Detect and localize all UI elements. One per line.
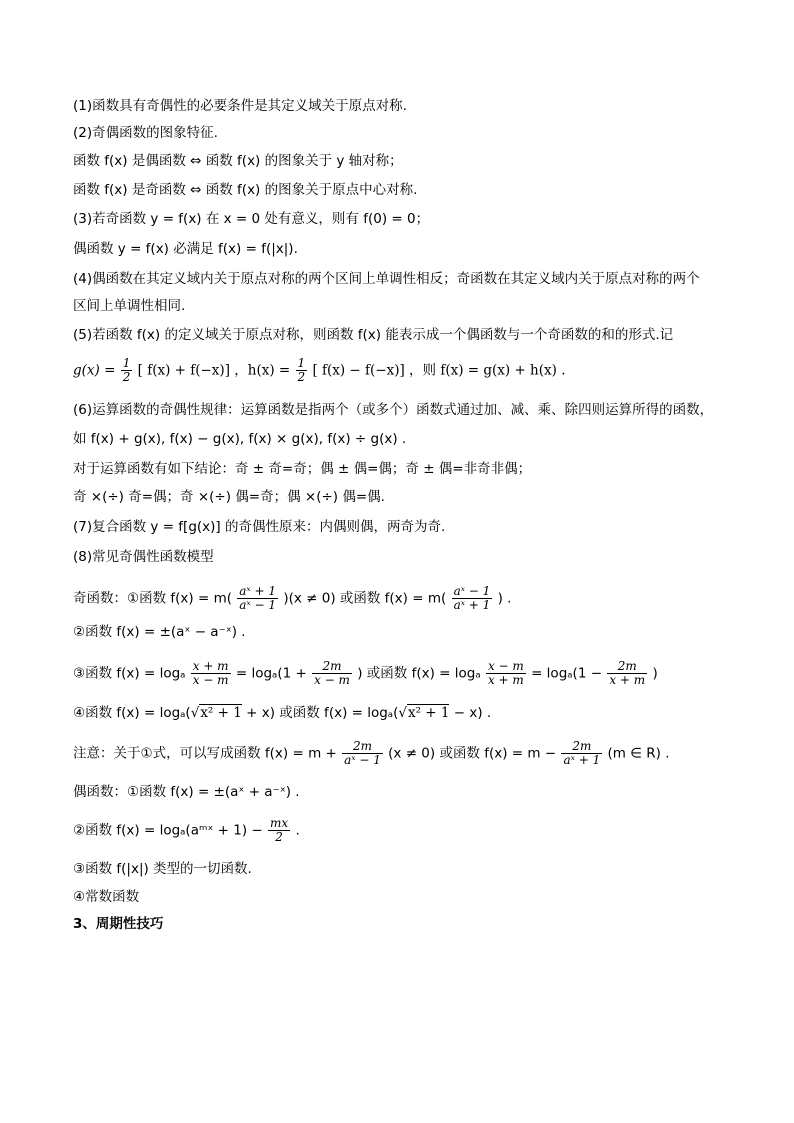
text-line-18: ②函数 f(x) = ±(aˣ − a⁻ˣ) .: [73, 624, 246, 640]
fraction: [486, 660, 526, 687]
formula-text: .: [295, 822, 300, 839]
fraction: [452, 585, 493, 612]
fraction-numerator: 2m: [342, 740, 383, 754]
fraction-half: [296, 357, 308, 384]
fraction-denominator: 2: [275, 830, 283, 844]
text-line-3: 函数 f(x) 是偶函数 ⇔ 函数 f(x) 的图象关于 y 轴对称；: [73, 153, 403, 169]
fraction-numerator: 2m: [607, 660, 647, 674]
fraction-numerator: 1: [297, 356, 306, 370]
text-line-15: (7)复合函数 y = f[g(x)] 的奇偶性原来：内偶则偶，两奇为奇.: [73, 519, 446, 535]
formula-text: = logₐ(1 +: [235, 665, 307, 682]
text-line-25: ④常数函数: [73, 889, 140, 905]
formula-text: (x ≠ 0) 或函数 f(x) = m −: [388, 745, 557, 762]
fraction-half: [121, 357, 133, 384]
text-line-8: 区间上单调性相同.: [73, 298, 186, 314]
fraction-numerator: aˣ − 1: [453, 584, 491, 598]
formula-text: [ f(x) − f(−x)] ，则 f(x) = g(x) + h(x) .: [312, 362, 566, 379]
radicand: x² + 1: [407, 705, 450, 721]
text-line-12: 如 f(x) + g(x), f(x) − g(x), f(x) × g(x), f(x) ÷ g(x) .: [73, 431, 407, 447]
text-line-2: (2)奇偶函数的图象特征.: [73, 125, 218, 141]
fraction-numerator: 2m: [561, 740, 602, 754]
formula-text: ②函数 f(x) = logₐ(aᵐˣ + 1) −: [73, 822, 263, 839]
fraction-denominator: 2: [122, 370, 131, 384]
formula-text: ): [652, 665, 658, 682]
formula-line-odd-1: [73, 585, 754, 612]
fraction-numerator: 1: [122, 356, 131, 370]
fraction-numerator: x + m: [192, 659, 229, 673]
text-line-1: (1)函数具有奇偶性的必要条件是其定义域关于原点对称.: [73, 98, 407, 114]
formula-text: + x) 或函数 f(x) = logₐ(√: [241, 705, 407, 721]
fraction-denominator: x + m: [487, 673, 524, 687]
text-line-7: (4)偶函数在其定义域内关于原点对称的两个区间上单调性相反；奇函数在其定义域内关于原点对称的两个: [73, 271, 700, 287]
text-line-5: (3)若奇函数 y = f(x) 在 x = 0 处有意义，则有 f(0) = 0；: [73, 211, 430, 227]
text-line-6: 偶函数 y = f(x) 必满足 f(x) = f(|x|).: [73, 241, 298, 257]
fraction-denominator: 2: [297, 370, 306, 384]
text-line-24: ③函数 f(|x|) 类型的一切函数.: [73, 861, 252, 877]
fraction: [191, 660, 231, 687]
fraction-denominator: x − m: [192, 673, 229, 687]
formula-text: (m ∈ R) .: [607, 745, 670, 762]
fraction-denominator: aˣ + 1: [453, 598, 491, 612]
formula-text: )(x ≠ 0) 或函数 f(x) = m(: [283, 590, 447, 607]
fraction-numerator: x − m: [487, 659, 524, 673]
text-line-14: 奇 ×(÷) 奇=偶；奇 ×(÷) 偶=奇；偶 ×(÷) 偶=偶.: [73, 489, 385, 505]
formula-line-gh: [73, 357, 754, 384]
text-line-13: 对于运算函数有如下结论：奇 ± 奇=奇；偶 ± 偶=偶；奇 ± 偶=非奇非偶；: [73, 461, 532, 477]
formula-line-note: [73, 740, 754, 767]
text-line-9: (5)若函数 f(x) 的定义域关于原点对称，则函数 f(x) 能表示成一个偶函数与一个奇函数的和的形式.记: [73, 327, 674, 343]
formula-text: ③函数 f(x) = logₐ: [73, 665, 186, 682]
fraction-numerator: 2m: [312, 660, 352, 674]
formula-text: 注意：关于①式，可以写成函数 f(x) = m +: [73, 745, 337, 762]
fraction-denominator: aˣ + 1: [563, 753, 601, 767]
fraction-denominator: aˣ − 1: [239, 598, 277, 612]
fraction: [342, 740, 383, 767]
formula-line-odd-3: [73, 660, 754, 687]
formula-text: [ f(x) + f(−x)] ，h(x) =: [137, 362, 291, 379]
fraction: [607, 660, 647, 687]
formula-text: 奇函数：①函数 f(x) = m(: [73, 590, 232, 607]
text-line-22: 偶函数：①函数 f(x) = ±(aˣ + a⁻ˣ) .: [73, 784, 300, 800]
fraction-numerator: mx: [270, 816, 289, 830]
fraction: [561, 740, 602, 767]
radicand: x² + 1: [200, 705, 242, 721]
formula-text: ④函数 f(x) = logₐ(√: [73, 705, 200, 721]
formula-line-even-2: [73, 817, 754, 844]
fraction: [268, 817, 290, 844]
formula-text: ) .: [497, 590, 512, 607]
text-line-4: 函数 f(x) 是奇函数 ⇔ 函数 f(x) 的图象关于原点中心对称.: [73, 182, 418, 198]
formula-line-odd-4: [73, 704, 754, 722]
fraction: [237, 585, 278, 612]
fraction-denominator: x − m: [314, 673, 350, 687]
text-line-11: (6)运算函数的奇偶性规律：运算函数是指两个（或多个）函数式通过加、减、乘、除四则运算所得的函数，: [73, 402, 714, 418]
formula-text: g(x) =: [73, 362, 116, 379]
formula-text: − x) .: [449, 705, 492, 721]
text-line-16: (8)常见奇偶性函数模型: [73, 549, 214, 565]
fraction-numerator: aˣ + 1: [239, 584, 277, 598]
section-heading: 3、周期性技巧: [73, 916, 164, 932]
fraction-denominator: aˣ − 1: [344, 753, 381, 767]
formula-text: ) 或函数 f(x) = logₐ: [357, 665, 481, 682]
formula-text: = logₐ(1 −: [531, 665, 603, 682]
fraction-denominator: x + m: [609, 673, 646, 687]
fraction: [312, 660, 352, 687]
